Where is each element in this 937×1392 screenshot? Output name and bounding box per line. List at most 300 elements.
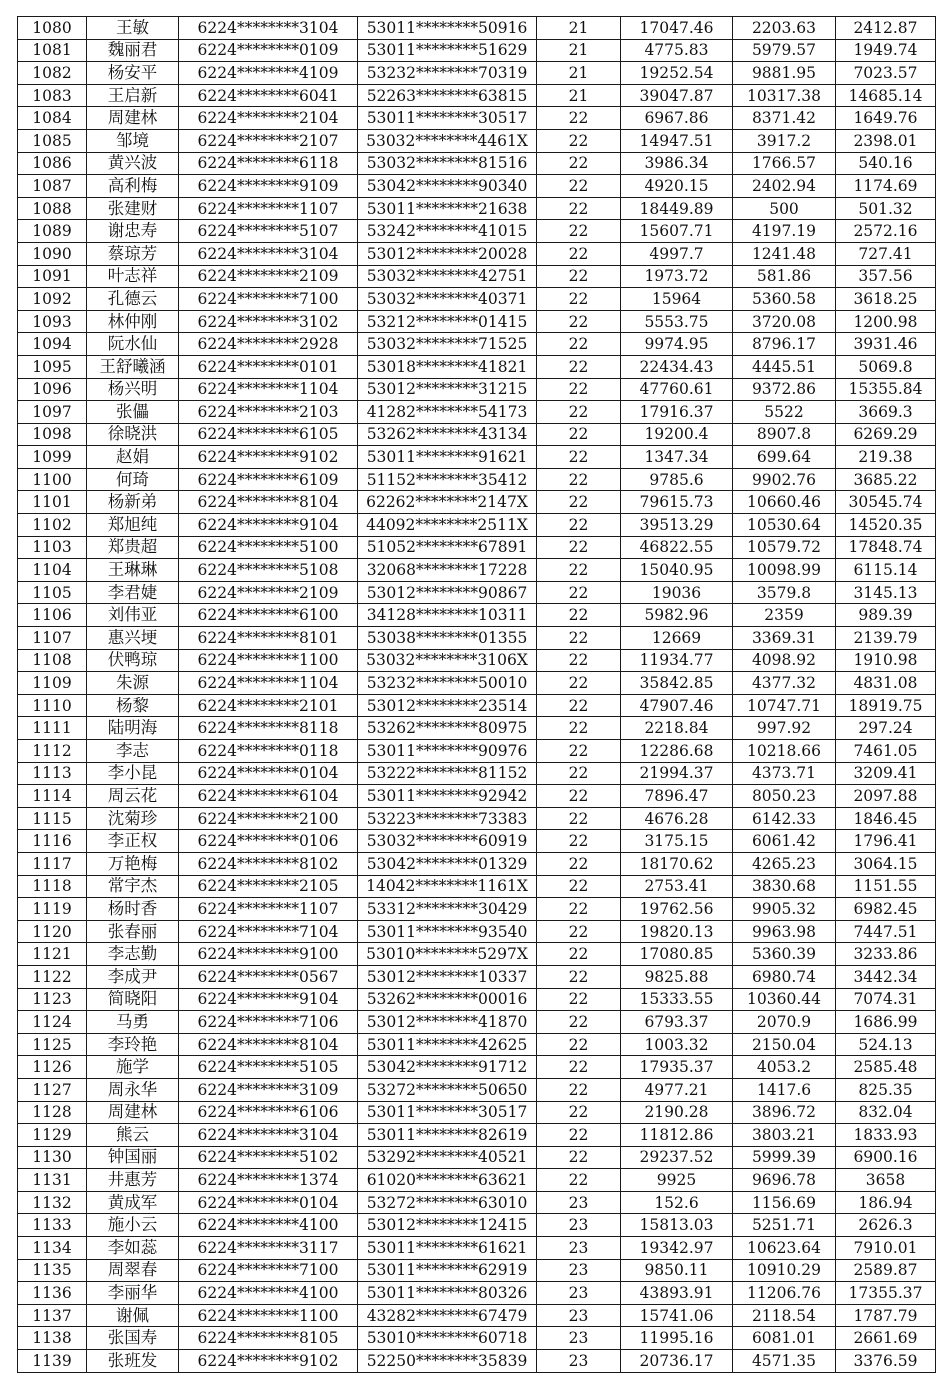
amount-a-cell: 18170.62 [621, 852, 733, 875]
age-group-cell: 22 [537, 1169, 621, 1192]
amount-a-cell: 39513.29 [621, 514, 733, 537]
table-row [18, 220, 936, 243]
bank-card-number-cell: 6224********3104 [179, 17, 358, 40]
table-body [18, 17, 936, 1373]
table-row [18, 446, 936, 469]
age-group-cell: 22 [537, 559, 621, 582]
amount-a-cell: 5553.75 [621, 310, 733, 333]
amount-c-cell: 832.04 [836, 1101, 936, 1124]
person-name-cell: 杨黎 [87, 694, 179, 717]
id-number-cell: 44092********2511X [358, 514, 537, 537]
amount-c-cell: 2097.88 [836, 785, 936, 808]
person-name-cell: 周建林 [87, 107, 179, 130]
amount-a-cell: 11995.16 [621, 1327, 733, 1350]
person-name-cell: 王舒曦涵 [87, 355, 179, 378]
amount-a-cell: 19342.97 [621, 1237, 733, 1260]
age-group-cell: 22 [537, 920, 621, 943]
amount-b-cell: 5251.71 [733, 1214, 836, 1237]
bank-card-number-cell: 6224********5107 [179, 220, 358, 243]
amount-c-cell: 1174.69 [836, 175, 936, 198]
row-number-cell: 1111 [18, 717, 87, 740]
amount-a-cell: 6967.86 [621, 107, 733, 130]
amount-b-cell: 8796.17 [733, 333, 836, 356]
person-name-cell: 郑旭纯 [87, 514, 179, 537]
age-group-cell: 22 [537, 514, 621, 537]
bank-card-number-cell: 6224********1100 [179, 1304, 358, 1327]
amount-a-cell: 47907.46 [621, 694, 733, 717]
id-number-cell: 53012********90867 [358, 581, 537, 604]
row-number-cell: 1127 [18, 1078, 87, 1101]
row-number-cell: 1105 [18, 581, 87, 604]
bank-card-number-cell: 6224********2103 [179, 401, 358, 424]
amount-a-cell: 9825.88 [621, 965, 733, 988]
age-group-cell: 22 [537, 310, 621, 333]
table-row [18, 898, 936, 921]
amount-b-cell: 6980.74 [733, 965, 836, 988]
amount-b-cell: 2359 [733, 604, 836, 627]
age-group-cell: 23 [537, 1237, 621, 1260]
bank-card-number-cell: 6224********2105 [179, 875, 358, 898]
person-name-cell: 周建林 [87, 1101, 179, 1124]
bank-card-number-cell: 6224********3117 [179, 1237, 358, 1260]
row-number-cell: 1116 [18, 830, 87, 853]
table-row [18, 965, 936, 988]
table-row [18, 1304, 936, 1327]
age-group-cell: 22 [537, 672, 621, 695]
table-row [18, 265, 936, 288]
amount-a-cell: 43893.91 [621, 1282, 733, 1305]
amount-a-cell: 29237.52 [621, 1146, 733, 1169]
bank-card-number-cell: 6224********2928 [179, 333, 358, 356]
amount-c-cell: 501.32 [836, 197, 936, 220]
amount-b-cell: 10218.66 [733, 740, 836, 763]
bank-card-number-cell: 6224********5100 [179, 536, 358, 559]
amount-b-cell: 10623.64 [733, 1237, 836, 1260]
age-group-cell: 22 [537, 830, 621, 853]
table-row [18, 152, 936, 175]
table-row [18, 1146, 936, 1169]
age-group-cell: 22 [537, 423, 621, 446]
amount-a-cell: 152.6 [621, 1191, 733, 1214]
bank-card-number-cell: 6224********2101 [179, 694, 358, 717]
person-name-cell: 熊云 [87, 1124, 179, 1147]
person-name-cell: 万艳梅 [87, 852, 179, 875]
amount-b-cell: 9881.95 [733, 62, 836, 85]
bank-card-number-cell: 6224********3104 [179, 1124, 358, 1147]
table-row [18, 107, 936, 130]
bank-card-number-cell: 6224********1107 [179, 197, 358, 220]
row-number-cell: 1135 [18, 1259, 87, 1282]
person-name-cell: 谢佩 [87, 1304, 179, 1327]
id-number-cell: 53032********3106X [358, 649, 537, 672]
person-name-cell: 惠兴埂 [87, 627, 179, 650]
amount-c-cell: 2661.69 [836, 1327, 936, 1350]
bank-card-number-cell: 6224********6109 [179, 468, 358, 491]
id-number-cell: 53242********41015 [358, 220, 537, 243]
id-number-cell: 32068********17228 [358, 559, 537, 582]
row-number-cell: 1091 [18, 265, 87, 288]
amount-a-cell: 15607.71 [621, 220, 733, 243]
amount-b-cell: 4053.2 [733, 1056, 836, 1079]
person-name-cell: 李志 [87, 740, 179, 763]
row-number-cell: 1096 [18, 378, 87, 401]
amount-b-cell: 10579.72 [733, 536, 836, 559]
bank-card-number-cell: 6224********0118 [179, 740, 358, 763]
amount-b-cell: 8371.42 [733, 107, 836, 130]
amount-a-cell: 19762.56 [621, 898, 733, 921]
age-group-cell: 22 [537, 694, 621, 717]
bank-card-number-cell: 6224********9102 [179, 1350, 358, 1373]
person-name-cell: 井惠芳 [87, 1169, 179, 1192]
person-name-cell: 阮水仙 [87, 333, 179, 356]
row-number-cell: 1095 [18, 355, 87, 378]
amount-b-cell: 9696.78 [733, 1169, 836, 1192]
row-number-cell: 1120 [18, 920, 87, 943]
bank-card-number-cell: 6224********6104 [179, 785, 358, 808]
age-group-cell: 22 [537, 604, 621, 627]
id-number-cell: 53011********51629 [358, 39, 537, 62]
amount-a-cell: 4775.83 [621, 39, 733, 62]
person-name-cell: 李如蕊 [87, 1237, 179, 1260]
age-group-cell: 22 [537, 1056, 621, 1079]
table-row [18, 1259, 936, 1282]
table-row [18, 830, 936, 853]
amount-c-cell: 2585.48 [836, 1056, 936, 1079]
row-number-cell: 1106 [18, 604, 87, 627]
age-group-cell: 22 [537, 378, 621, 401]
table-row [18, 197, 936, 220]
id-number-cell: 53012********10337 [358, 965, 537, 988]
id-number-cell: 51152********35412 [358, 468, 537, 491]
person-name-cell: 李小昆 [87, 762, 179, 785]
table-row [18, 717, 936, 740]
amount-a-cell: 15813.03 [621, 1214, 733, 1237]
amount-a-cell: 4676.28 [621, 807, 733, 830]
row-number-cell: 1136 [18, 1282, 87, 1305]
age-group-cell: 23 [537, 1282, 621, 1305]
person-name-cell: 郑贵超 [87, 536, 179, 559]
amount-b-cell: 4197.19 [733, 220, 836, 243]
row-number-cell: 1126 [18, 1056, 87, 1079]
amount-c-cell: 17848.74 [836, 536, 936, 559]
amount-a-cell: 46822.55 [621, 536, 733, 559]
person-name-cell: 马勇 [87, 1011, 179, 1034]
person-name-cell: 陆明海 [87, 717, 179, 740]
amount-b-cell: 4265.23 [733, 852, 836, 875]
age-group-cell: 21 [537, 17, 621, 40]
amount-a-cell: 6793.37 [621, 1011, 733, 1034]
age-group-cell: 22 [537, 1011, 621, 1034]
amount-c-cell: 7074.31 [836, 988, 936, 1011]
amount-c-cell: 989.39 [836, 604, 936, 627]
person-name-cell: 杨新弟 [87, 491, 179, 514]
age-group-cell: 22 [537, 446, 621, 469]
id-number-cell: 53042********91712 [358, 1056, 537, 1079]
row-number-cell: 1118 [18, 875, 87, 898]
amount-b-cell: 10910.29 [733, 1259, 836, 1282]
amount-b-cell: 1766.57 [733, 152, 836, 175]
amount-a-cell: 9850.11 [621, 1259, 733, 1282]
amount-b-cell: 997.92 [733, 717, 836, 740]
bank-card-number-cell: 6224********9102 [179, 446, 358, 469]
age-group-cell: 22 [537, 649, 621, 672]
age-group-cell: 22 [537, 785, 621, 808]
amount-b-cell: 9905.32 [733, 898, 836, 921]
age-group-cell: 22 [537, 129, 621, 152]
id-number-cell: 61020********63621 [358, 1169, 537, 1192]
bank-card-number-cell: 6224********9100 [179, 943, 358, 966]
bank-card-number-cell: 6224********8104 [179, 1033, 358, 1056]
age-group-cell: 22 [537, 875, 621, 898]
row-number-cell: 1123 [18, 988, 87, 1011]
amount-a-cell: 4997.7 [621, 242, 733, 265]
amount-c-cell: 3931.46 [836, 333, 936, 356]
bank-card-number-cell: 6224********0109 [179, 39, 358, 62]
age-group-cell: 23 [537, 1327, 621, 1350]
row-number-cell: 1093 [18, 310, 87, 333]
bank-card-number-cell: 6224********8101 [179, 627, 358, 650]
person-name-cell: 谢忠寿 [87, 220, 179, 243]
table-row [18, 1169, 936, 1192]
bank-card-number-cell: 6224********1107 [179, 898, 358, 921]
amount-c-cell: 357.56 [836, 265, 936, 288]
person-name-cell: 王敏 [87, 17, 179, 40]
amount-b-cell: 6081.01 [733, 1327, 836, 1350]
amount-b-cell: 10530.64 [733, 514, 836, 537]
amount-a-cell: 4920.15 [621, 175, 733, 198]
bank-card-number-cell: 6224********2100 [179, 807, 358, 830]
bank-card-number-cell: 6224********4109 [179, 62, 358, 85]
amount-a-cell: 15040.95 [621, 559, 733, 582]
amount-a-cell: 39047.87 [621, 84, 733, 107]
amount-c-cell: 219.38 [836, 446, 936, 469]
id-number-cell: 53011********92942 [358, 785, 537, 808]
row-number-cell: 1081 [18, 39, 87, 62]
bank-card-number-cell: 6224********0101 [179, 355, 358, 378]
amount-c-cell: 3658 [836, 1169, 936, 1192]
amount-b-cell: 8907.8 [733, 423, 836, 446]
amount-c-cell: 3669.3 [836, 401, 936, 424]
bank-card-number-cell: 6224********1100 [179, 649, 358, 672]
id-number-cell: 53012********20028 [358, 242, 537, 265]
id-number-cell: 52250********35839 [358, 1350, 537, 1373]
amount-a-cell: 11934.77 [621, 649, 733, 672]
id-number-cell: 41282********54173 [358, 401, 537, 424]
person-name-cell: 黄兴波 [87, 152, 179, 175]
table-row [18, 1327, 936, 1350]
person-name-cell: 高利梅 [87, 175, 179, 198]
row-number-cell: 1109 [18, 672, 87, 695]
person-name-cell: 张国寿 [87, 1327, 179, 1350]
row-number-cell: 1119 [18, 898, 87, 921]
id-number-cell: 53222********81152 [358, 762, 537, 785]
amount-b-cell: 500 [733, 197, 836, 220]
amount-b-cell: 3917.2 [733, 129, 836, 152]
age-group-cell: 21 [537, 84, 621, 107]
id-number-cell: 53012********41870 [358, 1011, 537, 1034]
id-number-cell: 53312********30429 [358, 898, 537, 921]
bank-card-number-cell: 6224********8102 [179, 852, 358, 875]
row-number-cell: 1086 [18, 152, 87, 175]
table-row [18, 694, 936, 717]
id-number-cell: 53032********81516 [358, 152, 537, 175]
table-row [18, 581, 936, 604]
row-number-cell: 1085 [18, 129, 87, 152]
person-name-cell: 李正权 [87, 830, 179, 853]
id-number-cell: 52263********63815 [358, 84, 537, 107]
id-number-cell: 62262********2147X [358, 491, 537, 514]
amount-a-cell: 9974.95 [621, 333, 733, 356]
amount-b-cell: 8050.23 [733, 785, 836, 808]
amount-c-cell: 825.35 [836, 1078, 936, 1101]
person-name-cell: 林仲刚 [87, 310, 179, 333]
person-name-cell: 孔德云 [87, 288, 179, 311]
row-number-cell: 1090 [18, 242, 87, 265]
amount-a-cell: 79615.73 [621, 491, 733, 514]
amount-a-cell: 14947.51 [621, 129, 733, 152]
bank-card-number-cell: 6224********4100 [179, 1214, 358, 1237]
person-name-cell: 施学 [87, 1056, 179, 1079]
table-row [18, 559, 936, 582]
age-group-cell: 22 [537, 965, 621, 988]
age-group-cell: 22 [537, 1078, 621, 1101]
amount-a-cell: 7896.47 [621, 785, 733, 808]
person-name-cell: 张建财 [87, 197, 179, 220]
row-number-cell: 1094 [18, 333, 87, 356]
id-number-cell: 53011********91621 [358, 446, 537, 469]
age-group-cell: 22 [537, 401, 621, 424]
row-number-cell: 1099 [18, 446, 87, 469]
row-number-cell: 1117 [18, 852, 87, 875]
table-row [18, 1033, 936, 1056]
amount-b-cell: 4373.71 [733, 762, 836, 785]
bank-card-number-cell: 6224********7104 [179, 920, 358, 943]
amount-a-cell: 4977.21 [621, 1078, 733, 1101]
amount-a-cell: 22434.43 [621, 355, 733, 378]
row-number-cell: 1108 [18, 649, 87, 672]
id-number-cell: 53011********50916 [358, 17, 537, 40]
table-row [18, 672, 936, 695]
amount-c-cell: 14520.35 [836, 514, 936, 537]
row-number-cell: 1083 [18, 84, 87, 107]
table-row [18, 1191, 936, 1214]
age-group-cell: 22 [537, 220, 621, 243]
person-name-cell: 赵娟 [87, 446, 179, 469]
table-row [18, 17, 936, 40]
id-number-cell: 53032********42751 [358, 265, 537, 288]
amount-c-cell: 6115.14 [836, 559, 936, 582]
table-row [18, 1237, 936, 1260]
amount-c-cell: 1796.41 [836, 830, 936, 853]
row-number-cell: 1124 [18, 1011, 87, 1034]
amount-c-cell: 524.13 [836, 1033, 936, 1056]
row-number-cell: 1137 [18, 1304, 87, 1327]
person-name-cell: 魏丽君 [87, 39, 179, 62]
row-number-cell: 1133 [18, 1214, 87, 1237]
row-number-cell: 1113 [18, 762, 87, 785]
amount-c-cell: 2589.87 [836, 1259, 936, 1282]
amount-b-cell: 9963.98 [733, 920, 836, 943]
amount-c-cell: 2398.01 [836, 129, 936, 152]
id-number-cell: 53232********70319 [358, 62, 537, 85]
table-row [18, 852, 936, 875]
data-table [17, 16, 936, 1373]
bank-card-number-cell: 6224********3102 [179, 310, 358, 333]
id-number-cell: 53011********62919 [358, 1259, 537, 1282]
age-group-cell: 22 [537, 288, 621, 311]
bank-card-number-cell: 6224********3104 [179, 242, 358, 265]
amount-a-cell: 18449.89 [621, 197, 733, 220]
id-number-cell: 53042********01329 [358, 852, 537, 875]
person-name-cell: 李成尹 [87, 965, 179, 988]
amount-a-cell: 1003.32 [621, 1033, 733, 1056]
person-name-cell: 黄成军 [87, 1191, 179, 1214]
amount-b-cell: 3720.08 [733, 310, 836, 333]
id-number-cell: 53011********82619 [358, 1124, 537, 1147]
amount-a-cell: 15333.55 [621, 988, 733, 1011]
amount-c-cell: 1846.45 [836, 807, 936, 830]
age-group-cell: 22 [537, 740, 621, 763]
amount-b-cell: 2402.94 [733, 175, 836, 198]
amount-a-cell: 2218.84 [621, 717, 733, 740]
bank-card-number-cell: 6224********9109 [179, 175, 358, 198]
table-row [18, 1214, 936, 1237]
amount-b-cell: 10747.71 [733, 694, 836, 717]
amount-c-cell: 7023.57 [836, 62, 936, 85]
table-row [18, 740, 936, 763]
amount-b-cell: 5522 [733, 401, 836, 424]
age-group-cell: 22 [537, 468, 621, 491]
table-row [18, 423, 936, 446]
table-row [18, 536, 936, 559]
row-number-cell: 1128 [18, 1101, 87, 1124]
row-number-cell: 1134 [18, 1237, 87, 1260]
id-number-cell: 53292********40521 [358, 1146, 537, 1169]
person-name-cell: 王启新 [87, 84, 179, 107]
table-row [18, 288, 936, 311]
id-number-cell: 53272********50650 [358, 1078, 537, 1101]
amount-a-cell: 15964 [621, 288, 733, 311]
age-group-cell: 22 [537, 898, 621, 921]
row-number-cell: 1084 [18, 107, 87, 130]
row-number-cell: 1114 [18, 785, 87, 808]
bank-card-number-cell: 6224********5102 [179, 1146, 358, 1169]
amount-b-cell: 5999.39 [733, 1146, 836, 1169]
id-number-cell: 53032********4461X [358, 129, 537, 152]
id-number-cell: 53012********23514 [358, 694, 537, 717]
table-row [18, 242, 936, 265]
person-name-cell: 杨兴明 [87, 378, 179, 401]
age-group-cell: 22 [537, 265, 621, 288]
amount-a-cell: 47760.61 [621, 378, 733, 401]
bank-card-number-cell: 6224********0567 [179, 965, 358, 988]
amount-a-cell: 19036 [621, 581, 733, 604]
age-group-cell: 22 [537, 581, 621, 604]
amount-c-cell: 297.24 [836, 717, 936, 740]
amount-b-cell: 1241.48 [733, 242, 836, 265]
age-group-cell: 22 [537, 175, 621, 198]
bank-card-number-cell: 6224********0106 [179, 830, 358, 853]
person-name-cell: 周云花 [87, 785, 179, 808]
amount-c-cell: 3685.22 [836, 468, 936, 491]
bank-card-number-cell: 6224********2104 [179, 107, 358, 130]
amount-c-cell: 2412.87 [836, 17, 936, 40]
row-number-cell: 1101 [18, 491, 87, 514]
age-group-cell: 22 [537, 1101, 621, 1124]
amount-c-cell: 1686.99 [836, 1011, 936, 1034]
amount-a-cell: 12286.68 [621, 740, 733, 763]
amount-a-cell: 17080.85 [621, 943, 733, 966]
